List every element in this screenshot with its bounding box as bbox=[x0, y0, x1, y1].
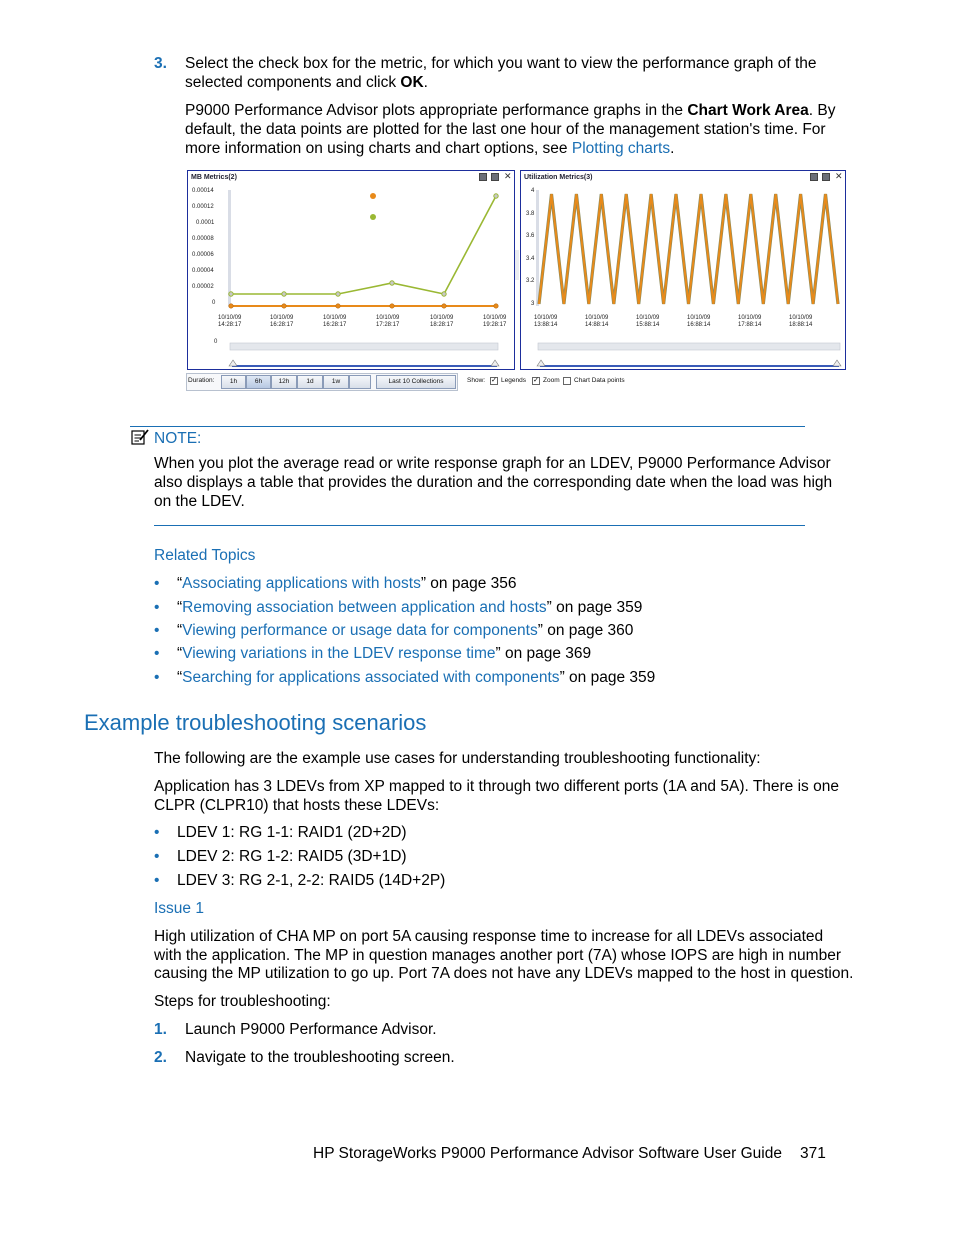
steps-intro: Steps for troubleshooting: bbox=[154, 993, 331, 1010]
left-zoom-track[interactable] bbox=[230, 343, 498, 350]
related-page-ref: ” on page 359 bbox=[559, 669, 656, 686]
related-link[interactable]: Searching for applications associated with components bbox=[182, 669, 560, 686]
related-page-ref: ” on page 356 bbox=[420, 575, 517, 592]
x-tick-time: 16:28:17 bbox=[270, 322, 294, 328]
related-link[interactable]: Viewing performance or usage data for components bbox=[182, 622, 538, 639]
close-icon[interactable]: ✕ bbox=[835, 171, 843, 181]
right-zoom-track[interactable] bbox=[538, 343, 840, 350]
y-tick: 3.8 bbox=[526, 211, 535, 217]
last-10-collections-button[interactable]: Last 10 Collections bbox=[376, 375, 456, 389]
series-cl7e-point bbox=[442, 304, 446, 308]
app-line1: Application has 3 LDEVs from XP mapped to it through two different ports (1A and 5A). There is one bbox=[154, 778, 839, 795]
panel-splitter[interactable] bbox=[515, 250, 519, 280]
related-page-ref: ” on page 369 bbox=[495, 645, 592, 662]
duration-6h-button[interactable]: 6h bbox=[246, 375, 271, 389]
x-tick-date: 10/10/09 bbox=[636, 315, 660, 321]
x-tick-date: 10/10/09 bbox=[483, 315, 507, 321]
duration-1h-button[interactable]: 1h bbox=[221, 375, 246, 389]
related-item: “Searching for applications associated with components” on page 359 bbox=[177, 669, 656, 686]
para-punct: . By bbox=[808, 102, 836, 119]
issue-line3: causing the MP utilization to go up. Port 7A does not have any LDEVs mapped to the host in question. bbox=[154, 965, 854, 982]
right-range-handle[interactable] bbox=[833, 360, 841, 366]
y-tick: 0.00012 bbox=[192, 204, 214, 210]
para-text: more information on using charts and chart options, see bbox=[185, 140, 572, 157]
x-tick-time: 15:88:14 bbox=[636, 322, 660, 328]
ok-label: OK bbox=[400, 74, 424, 91]
right-y-axis-bar bbox=[536, 190, 539, 306]
x-tick-time: 14:88:14 bbox=[585, 322, 609, 328]
bullet: • bbox=[154, 669, 160, 686]
page-number: 371 bbox=[800, 1145, 826, 1162]
related-link[interactable]: Viewing variations in the LDEV response time bbox=[182, 645, 496, 662]
bullet: • bbox=[154, 872, 160, 889]
x-tick-date: 10/10/09 bbox=[218, 315, 242, 321]
left-range-handle[interactable] bbox=[229, 360, 237, 366]
related-topics-heading: Related Topics bbox=[154, 547, 256, 564]
chart-work-area-label: Chart Work Area bbox=[687, 102, 809, 119]
duration-more-button[interactable] bbox=[349, 375, 371, 389]
series-cl7e-point bbox=[282, 304, 286, 308]
x-tick-date: 10/10/09 bbox=[534, 315, 558, 321]
x-tick-time: 13:88:14 bbox=[534, 322, 558, 328]
x-tick-date: 10/10/09 bbox=[323, 315, 347, 321]
step3-punct: . bbox=[423, 74, 428, 91]
y-tick: 3.4 bbox=[526, 256, 535, 262]
y-tick: 3.2 bbox=[526, 278, 535, 284]
zoom-label: Zoom bbox=[543, 377, 560, 384]
app-line2: CLPR (CLPR10) that hosts these LDEVs: bbox=[154, 797, 440, 814]
note-line2: also displays a table that provides the duration and the corresponding date when the load was high bbox=[154, 474, 833, 491]
y-tick: 0.0001 bbox=[196, 220, 215, 226]
y-tick: 4 bbox=[531, 188, 535, 194]
section-intro: The following are the example use cases for understanding troubleshooting functionality: bbox=[154, 750, 761, 767]
ldev-item: LDEV 1: RG 1-1: RAID1 (2D+2D) bbox=[177, 824, 407, 841]
note-label: NOTE: bbox=[154, 430, 202, 447]
related-link[interactable]: Associating applications with hosts bbox=[182, 575, 421, 592]
mb-metrics-title: MB Metrics(2) bbox=[191, 174, 237, 181]
x-tick-time: 14:28:17 bbox=[218, 322, 242, 328]
note-line3: on the LDEV. bbox=[154, 493, 245, 510]
y-tick: 0.00002 bbox=[192, 284, 214, 290]
y-tick: 0.00014 bbox=[192, 188, 214, 194]
series-cl7e-point bbox=[390, 304, 394, 308]
bullet: • bbox=[154, 622, 160, 639]
step-number: 2. bbox=[154, 1049, 167, 1066]
series-cl7e-point bbox=[229, 304, 233, 308]
series-cl3e-point bbox=[229, 292, 233, 296]
ldev-item: LDEV 3: RG 2-1, 2-2: RAID5 (14D+2P) bbox=[177, 872, 446, 889]
related-link[interactable]: Removing association between application and hosts bbox=[182, 599, 547, 616]
related-item: “Removing association between application and hosts” on page 359 bbox=[177, 599, 643, 616]
related-item: “Associating applications with hosts” on page 356 bbox=[177, 575, 517, 592]
step-text: Navigate to the troubleshooting screen. bbox=[185, 1049, 455, 1066]
chart-data-points-label: Chart Data points bbox=[574, 377, 625, 384]
para-line2: default, the data points are plotted for the last one hour of the management station's time. For bbox=[185, 121, 826, 138]
duration-label: Duration: bbox=[188, 377, 215, 384]
chart-data-points-checkbox[interactable] bbox=[563, 377, 571, 385]
note-bottom-rule bbox=[154, 525, 805, 526]
related-page-ref: ” on page 360 bbox=[537, 622, 634, 639]
related-item: “Viewing variations in the LDEV response time” on page 369 bbox=[177, 645, 592, 662]
issue-line2: with the application. The MP in question manages another port (7A) whose IOPS are high in number bbox=[154, 947, 841, 964]
bullet: • bbox=[154, 848, 160, 865]
series-cl3e-point bbox=[390, 281, 394, 285]
right-range-handle[interactable] bbox=[491, 360, 499, 366]
x-tick-date: 10/10/09 bbox=[789, 315, 813, 321]
related-item: “Viewing performance or usage data for components” on page 360 bbox=[177, 622, 634, 639]
issue-line1: High utilization of CHA MP on port 5A causing response time to increase for all LDEVs associated bbox=[154, 928, 824, 945]
step3-line1: Select the check box for the metric, for which you want to view the performance graph of the bbox=[185, 55, 817, 72]
y-tick: 0.00004 bbox=[192, 268, 214, 274]
x-tick-date: 10/10/09 bbox=[270, 315, 294, 321]
para-text: P9000 Performance Advisor plots appropriate performance graphs in the bbox=[185, 102, 688, 119]
x-tick-time: 18:88:14 bbox=[789, 322, 813, 328]
x-tick-time: 18:28:17 bbox=[430, 322, 454, 328]
bullet: • bbox=[154, 824, 160, 841]
note-top-rule bbox=[130, 426, 805, 427]
duration-1d-button[interactable]: 1d bbox=[297, 375, 323, 389]
y-tick: 3 bbox=[531, 301, 535, 307]
duration-1w-button[interactable]: 1w bbox=[323, 375, 349, 389]
y-tick: 0.00006 bbox=[192, 252, 214, 258]
zero-label: 0 bbox=[214, 339, 218, 345]
series-cl7e-point bbox=[494, 304, 498, 308]
plotting-charts-link[interactable]: Plotting charts bbox=[571, 140, 671, 157]
note-icon bbox=[130, 428, 150, 446]
bullet: • bbox=[154, 599, 160, 616]
legends-label: Legends bbox=[501, 377, 526, 384]
para-punct: . bbox=[670, 140, 675, 157]
x-tick-date: 10/10/09 bbox=[687, 315, 711, 321]
note-line1: When you plot the average read or write response graph for an LDEV, P9000 Performance Advisor bbox=[154, 455, 831, 472]
bullet: • bbox=[154, 645, 160, 662]
y-tick: 0.00008 bbox=[192, 236, 214, 242]
close-icon[interactable]: ✕ bbox=[504, 171, 512, 181]
left-y-axis-bar bbox=[228, 190, 231, 306]
x-tick-time: 17:28:17 bbox=[376, 322, 400, 328]
step-number: 3. bbox=[154, 55, 167, 72]
legend-marker-orange bbox=[370, 193, 376, 199]
y-tick: 3.6 bbox=[526, 233, 535, 239]
chart-graphics bbox=[0, 0, 954, 420]
show-label: Show: bbox=[467, 377, 486, 384]
legend-marker-green bbox=[370, 214, 376, 220]
ldev-item: LDEV 2: RG 1-2: RAID5 (3D+1D) bbox=[177, 848, 407, 865]
x-tick-time: 16:88:14 bbox=[687, 322, 711, 328]
series-cl3e-point bbox=[442, 292, 446, 296]
utilization-metrics-title: Utilization Metrics(3) bbox=[524, 174, 593, 181]
step3-text: selected components and click bbox=[185, 74, 401, 91]
x-tick-date: 10/10/09 bbox=[376, 315, 400, 321]
x-tick-time: 17:88:14 bbox=[738, 322, 762, 328]
series-cl3e-point bbox=[282, 292, 286, 296]
x-tick-date: 10/10/09 bbox=[430, 315, 454, 321]
series-cl7e-point bbox=[336, 304, 340, 308]
step-text: Launch P9000 Performance Advisor. bbox=[185, 1021, 437, 1038]
x-tick-time: 16:28:17 bbox=[323, 322, 347, 328]
issue-heading: Issue 1 bbox=[154, 900, 204, 917]
section-title: Example troubleshooting scenarios bbox=[84, 710, 427, 735]
x-tick-time: 19:28:17 bbox=[483, 322, 507, 328]
step-number: 1. bbox=[154, 1021, 167, 1038]
y-tick: 0 bbox=[212, 300, 216, 306]
left-range-handle[interactable] bbox=[537, 360, 545, 366]
zoom-checkbox[interactable]: ✓ bbox=[533, 377, 539, 384]
duration-12h-button[interactable]: 12h bbox=[271, 375, 297, 389]
x-tick-date: 10/10/09 bbox=[738, 315, 762, 321]
footer-title: HP StorageWorks P9000 Performance Advisor Software User Guide bbox=[313, 1145, 782, 1162]
x-tick-date: 10/10/09 bbox=[585, 315, 609, 321]
related-page-ref: ” on page 359 bbox=[546, 599, 643, 616]
series-cl3e-point bbox=[494, 194, 498, 198]
series-cl3e-point bbox=[336, 292, 340, 296]
bullet: • bbox=[154, 575, 160, 592]
legends-checkbox[interactable]: ✓ bbox=[491, 377, 497, 384]
